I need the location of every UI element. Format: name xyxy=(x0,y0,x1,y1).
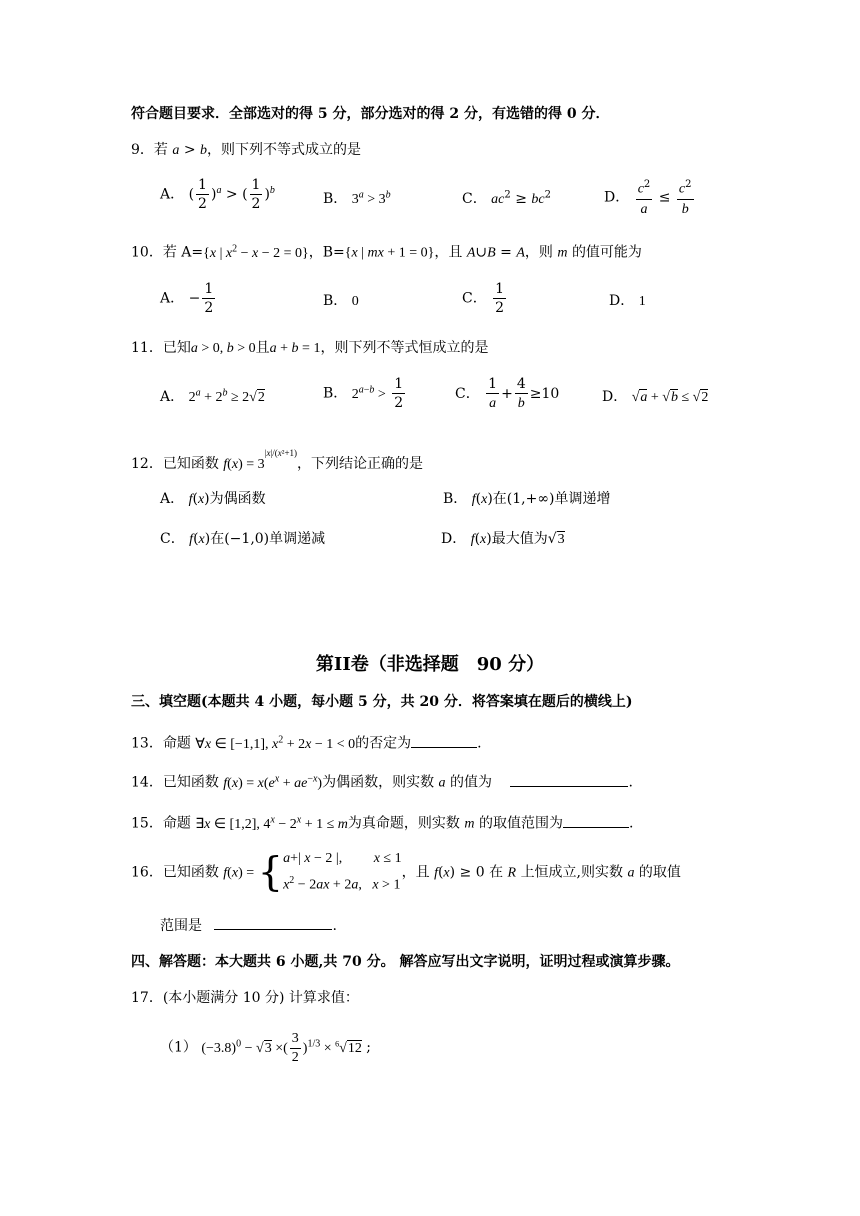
question-10-option-c: C． $\frac{1}{2}$ xyxy=(462,281,505,316)
question-10-option-a: A． − $\frac{1}{2}$ xyxy=(160,281,214,316)
question-11-option-c: C． $\frac{1}{a}$ + $\frac{4}{b}$ ≥10 xyxy=(455,376,560,411)
question-9-option-d: D． $\frac{c^2}{a}$ ≤ $\frac{c^2}{b}$ xyxy=(604,176,696,219)
question-15: 15．命题 ∃x ∈ [1,2], $4^x - 2^x + 1 \le m$为真命题，则实数 m 的取值范围为 . xyxy=(131,814,634,832)
question-12-option-b: B． f(x)在(1,+∞)单调递增 xyxy=(443,491,611,507)
question-16-continued: 范围是 . xyxy=(160,918,337,934)
question-9-option-c: C． $ac^2 \ge bc^2$ xyxy=(462,189,551,207)
question-13: 13．命题 ∀x ∈ [−1,1], $x^2 + 2x - 1 < 0$的否定为 . xyxy=(131,734,482,752)
question-9-stem: 9．若 a > b，则下列不等式成立的是 xyxy=(131,142,362,158)
section-3-header: 三、填空题(本题共 4 小题，每小题 5 分，共 20 分．将答案填在题后的横线上) xyxy=(131,694,633,710)
question-11-option-a: A． $2^a + 2^b \ge 2√2$ xyxy=(160,387,265,405)
question-11-option-d: D． √a + √b ≤ √2 xyxy=(602,389,709,405)
section-2-title: 第II卷（非选择题 90 分） xyxy=(315,654,545,675)
question-12-stem: 12．已知函数 $f(x) = 3^{|x|/(x^2+1)}$，下列结论正确的是 xyxy=(131,448,424,472)
question-11-stem: 11．已知a > 0, b > 0且a + b = 1，则下列不等式恒成立的是 xyxy=(131,340,489,356)
question-10-option-d: D． 1 xyxy=(609,293,646,309)
question-12-option-a: A． f(x)为偶函数 xyxy=(160,491,266,507)
question-17-part-1: （1） $(-3.8)^0 - √3$ ×( $\frac{3}{2}$ )$^{1/3}$ × $^6$√12 ; xyxy=(160,1031,371,1065)
question-16: 16．已知函数 f(x) = { a+| x − 2 |, x ≤ 1 $x^2 - 2ax + 2a$, x > 1 ，且 f(x) ≥ 0 在 R 上恒成立,则实数 a 的取值 xyxy=(131,849,681,896)
question-10-stem: 10．若 A={x | $x^2 - x - 2 = 0$}，B={x | mx + 1 = 0}，且 A∪B = A，则 m 的值可能为 xyxy=(131,243,642,261)
section-4-header: 四、解答题：本大题共 6 小题,共 70 分。 解答应写出文字说明，证明过程或演算步骤。 xyxy=(131,954,680,970)
question-14: 14．已知函数 $f(x) = x(e^x + ae^{-x})$为偶函数，则实数 a 的值为 . xyxy=(131,773,633,791)
question-11-option-b: B． $2^{a-b}$ > $\frac{1}{2}$ xyxy=(323,376,404,411)
question-12-option-c: C． f(x)在(−1,0)单调递减 xyxy=(160,531,326,547)
instruction-text: 符合题目要求．全部选对的得 5 分，部分选对的得 2 分，有选错的得 0 分． xyxy=(131,106,610,122)
question-9-option-a: A． ( $\frac{1}{2}$ )$^a$ > ( $\frac{1}{2}$ )$^b$ xyxy=(160,177,275,212)
question-9-option-b: B． $3^a > 3^b$ xyxy=(323,189,391,207)
question-12-option-d: D． f(x)最大值为√3 xyxy=(441,531,565,547)
question-17: 17．(本小题满分 10 分) 计算求值： xyxy=(131,990,359,1006)
question-10-option-b: B． 0 xyxy=(323,293,359,309)
